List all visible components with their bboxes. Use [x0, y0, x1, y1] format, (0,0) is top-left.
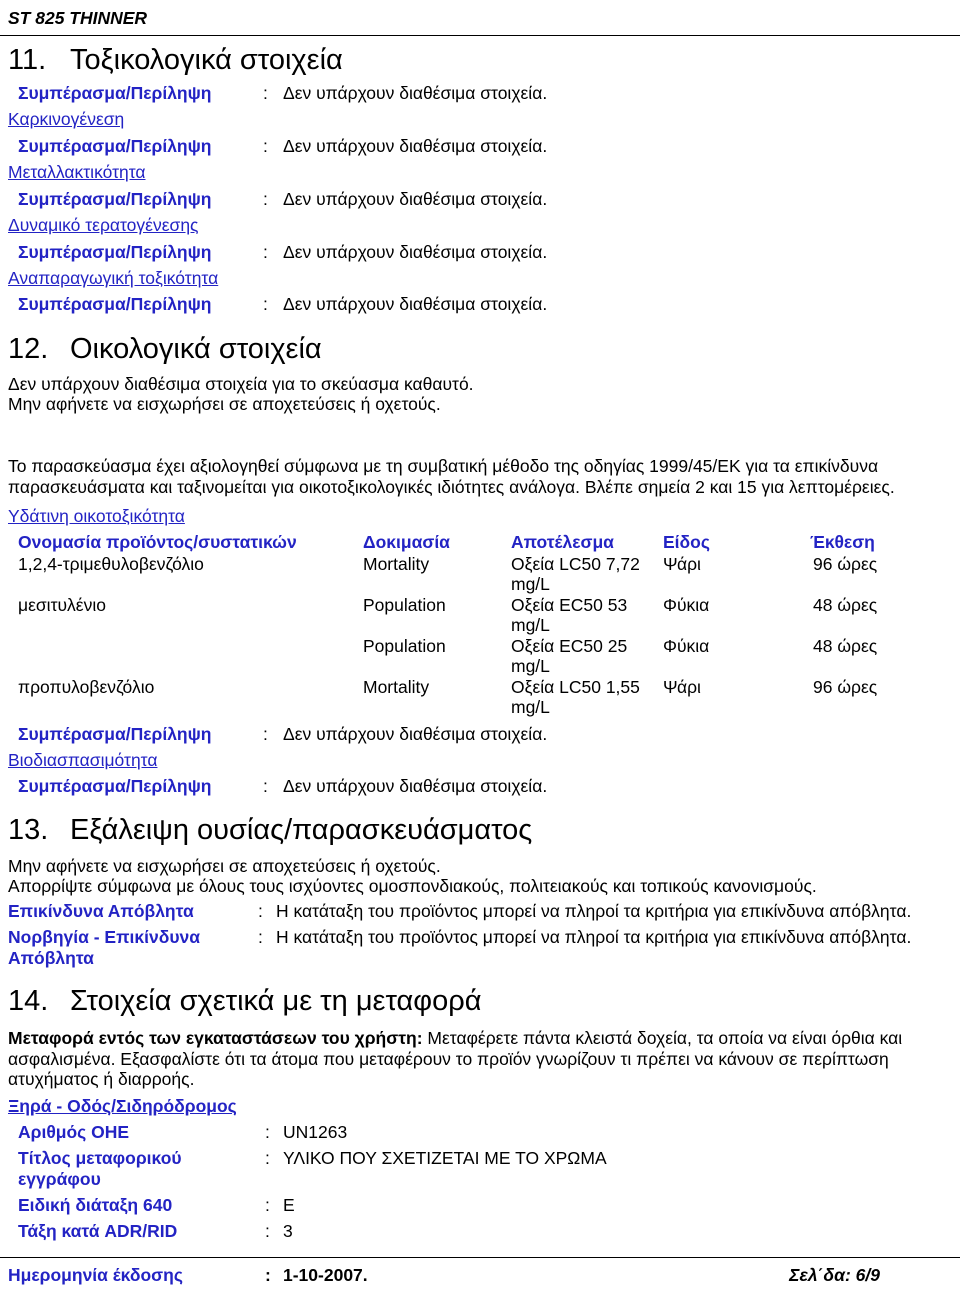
column-header-test: Δοκιμασία — [363, 532, 450, 552]
summary-label: Συμπέρασμα/Περίληψη — [18, 294, 212, 314]
separator: : — [265, 1265, 271, 1285]
norway-hazardous-waste-row — [0, 927, 960, 968]
summary-row — [0, 294, 960, 314]
summary-value: Δεν υπάρχουν διαθέσιμα στοιχεία. — [283, 136, 548, 156]
separator: : — [263, 83, 268, 103]
summary-label: Συμπέρασμα/Περίληψη — [18, 776, 212, 796]
shipping-name-value: ΥΛΙΚΟ ΠΟΥ ΣΧΕΤΙΖΕΤΑΙ ΜΕ ΤΟ ΧΡΩΜΑ — [283, 1148, 607, 1168]
summary-value: Δεν υπάρχουν διαθέσιμα στοιχεία. — [283, 776, 548, 796]
cell-result: Οξεία EC50 53 mg/L — [511, 595, 628, 635]
paragraph-line: Απορρίψτε σύμφωνα με όλους τους ισχύοντες ομοσπονδιακούς, πολιτειακούς και τοπικούς κανονισμούς. — [8, 876, 817, 896]
footer — [0, 1265, 960, 1285]
separator: : — [265, 1221, 270, 1241]
summary-value: Δεν υπάρχουν διαθέσιμα στοιχεία. — [283, 83, 548, 103]
separator: : — [263, 189, 268, 209]
separator: : — [265, 1195, 270, 1215]
subsection-reproductive-toxicity: Αναπαραγωγική τοξικότητα — [8, 268, 219, 288]
subsection-road-rail: Ξηρά - Οδός/Σιδηρόδρομος — [8, 1096, 237, 1116]
section-number: 14. — [8, 985, 49, 1017]
summary-label: Συμπέρασμα/Περίληψη — [18, 83, 212, 103]
transport-field-row — [0, 1221, 960, 1241]
paragraph-line: Μην αφήνετε να εισχωρήσει σε αποχετεύσεις ή οχετούς. — [8, 856, 441, 876]
adr-class-value: 3 — [283, 1221, 293, 1241]
cell-test: Mortality — [363, 677, 430, 697]
page-number: Σελ΄δα: 6/9 — [789, 1265, 880, 1285]
onsite-transport-text: Μεταφέρετε πάντα κλειστά δοχεία, τα οποία να είναι όρθια και ασφαλισμένα. Εξασφαλίστε ότι τα άτομα που μεταφέρουν το προϊόν γνωρίζουν τι πρέπει να κάνουν σε περίπτωση ατυχήματος ή διαρροής. — [8, 1028, 903, 1089]
hazardous-waste-label: Επικίνδυνα Απόβλητα — [8, 901, 194, 921]
separator: : — [263, 724, 268, 744]
cell-product-name: 1,2,4-τριμεθυλοβενζόλιο — [18, 554, 204, 574]
shipping-name-label: Τίτλος μεταφορικού εγγράφου — [18, 1148, 182, 1189]
cell-test: Population — [363, 636, 446, 656]
section-11-heading — [0, 43, 960, 77]
un-number-label: Αριθμός ΟΗΕ — [18, 1122, 130, 1142]
summary-label: Συμπέρασμα/Περίληψη — [18, 189, 212, 209]
norway-hazardous-waste-label: Νορβηγία - Επικίνδυνα Απόβλητα — [8, 927, 201, 968]
section-number: 12. — [8, 333, 49, 365]
issue-date-value: 1-10-2007. — [283, 1265, 368, 1285]
summary-row — [0, 724, 960, 744]
table-row — [0, 554, 960, 594]
section-title: Στοιχεία σχετικά με τη μεταφορά — [70, 985, 482, 1017]
adr-class-label: Τάξη κατά ADR/RID — [18, 1221, 178, 1241]
cell-exposure: 48 ώρες — [813, 636, 878, 656]
subsection-biodegradability: Βιοδιασπασιμότητα — [8, 750, 158, 770]
subsection-carcinogenicity: Καρκινογένεση — [8, 109, 125, 129]
summary-value: Δεν υπάρχουν διαθέσιμα στοιχεία. — [283, 294, 548, 314]
un-number-value: UN1263 — [283, 1122, 348, 1142]
cell-exposure: 48 ώρες — [813, 595, 878, 615]
paragraph-line: παρασκευάσματα και ταξινομείται για οικοτοξικολογικές ιδιότητες ανάλογα. Βλέπε σημεία 2 και 15 για λεπτομέρειες. — [8, 477, 895, 497]
summary-label: Συμπέρασμα/Περίληψη — [18, 136, 212, 156]
column-header-product-name: Ονομασία προϊόντος/συστατικών — [18, 532, 297, 552]
table-row — [0, 636, 960, 676]
onsite-transport-label: Μεταφορά εντός των εγκαταστάσεων του χρήστη: — [8, 1028, 423, 1048]
column-header-exposure: Έκθεση — [810, 532, 875, 552]
summary-row — [0, 242, 960, 262]
separator: : — [265, 1122, 270, 1142]
hazardous-waste-row — [0, 901, 960, 921]
summary-row — [0, 136, 960, 156]
section-title: Τοξικολογικά στοιχεία — [70, 44, 343, 76]
cell-species: Ψάρι — [663, 554, 701, 574]
table-row — [0, 677, 960, 717]
hazardous-waste-value: Η κατάταξη του προϊόντος μπορεί να πληροί τα κριτήρια για επικίνδυνα απόβλητα. — [276, 901, 912, 921]
section-title: Οικολογικά στοιχεία — [70, 333, 322, 365]
transport-field-row — [0, 1195, 960, 1215]
special-provision-value: E — [283, 1195, 295, 1215]
summary-label: Συμπέρασμα/Περίληψη — [18, 724, 212, 744]
separator: : — [258, 927, 263, 947]
header-divider — [0, 35, 960, 36]
column-header-result: Αποτέλεσμα — [511, 532, 614, 552]
subsection-teratogenicity: Δυναμικό τερατογένεσης — [8, 215, 199, 235]
section-title: Εξάλειψη ουσίας/παρασκευάσματος — [70, 814, 533, 846]
summary-label: Συμπέρασμα/Περίληψη — [18, 242, 212, 262]
section-number: 11. — [8, 44, 47, 76]
separator: : — [263, 136, 268, 156]
section-14-heading — [0, 984, 960, 1018]
cell-result: Οξεία LC50 1,55 mg/L — [511, 677, 640, 717]
transport-field-row — [0, 1148, 960, 1189]
summary-row — [0, 189, 960, 209]
section-number: 13. — [8, 814, 49, 846]
transport-field-row — [0, 1122, 960, 1142]
subsection-aquatic-ecotoxicity: Υδάτινη οικοτοξικότητα — [8, 506, 185, 526]
cell-exposure: 96 ώρες — [813, 554, 878, 574]
norway-hazardous-waste-value: Η κατάταξη του προϊόντος μπορεί να πληροί τα κριτήρια για επικίνδυνα απόβλητα. — [276, 927, 912, 947]
section-13-heading — [0, 813, 960, 847]
separator: : — [258, 901, 263, 921]
separator: : — [263, 242, 268, 262]
cell-test: Mortality — [363, 554, 430, 574]
table-row — [0, 595, 960, 635]
paragraph-line: Το παρασκεύασμα έχει αξιολογηθεί σύμφωνα με τη συμβατική μέθοδο της οδηγίας 1999/45/ΕΚ για τα επικίνδυνα — [8, 456, 879, 476]
section-12-heading — [0, 332, 960, 366]
subsection-mutagenicity: Μεταλλακτικότητα — [8, 162, 146, 182]
cell-species: Φύκια — [663, 636, 710, 656]
summary-value: Δεν υπάρχουν διαθέσιμα στοιχεία. — [283, 242, 548, 262]
separator: : — [265, 1148, 270, 1168]
paragraph-line: Μην αφήνετε να εισχωρήσει σε αποχετεύσεις ή οχετούς. — [8, 394, 441, 414]
summary-value: Δεν υπάρχουν διαθέσιμα στοιχεία. — [283, 724, 548, 744]
issue-date-label: Ημερομηνία έκδοσης — [8, 1265, 183, 1285]
paragraph-line: Δεν υπάρχουν διαθέσιμα στοιχεία για το σκεύασμα καθαυτό. — [8, 374, 474, 394]
column-header-species: Είδος — [663, 532, 710, 552]
footer-divider — [0, 1257, 960, 1258]
document-title: ST 825 THINNER — [8, 8, 148, 28]
table-header — [0, 532, 960, 552]
special-provision-label: Ειδική διάταξη 640 — [18, 1195, 173, 1215]
onsite-transport-paragraph — [8, 1028, 948, 1090]
separator: : — [263, 776, 268, 796]
summary-row — [0, 83, 960, 103]
separator: : — [263, 294, 268, 314]
cell-result: Οξεία LC50 7,72 mg/L — [511, 554, 640, 594]
cell-result: Οξεία EC50 25 mg/L — [511, 636, 628, 676]
cell-exposure: 96 ώρες — [813, 677, 878, 697]
summary-row — [0, 776, 960, 796]
cell-species: Ψάρι — [663, 677, 701, 697]
cell-species: Φύκια — [663, 595, 710, 615]
cell-product-name: προπυλοβενζόλιο — [18, 677, 155, 697]
cell-test: Population — [363, 595, 446, 615]
summary-value: Δεν υπάρχουν διαθέσιμα στοιχεία. — [283, 189, 548, 209]
cell-product-name: μεσιτυλένιο — [18, 595, 106, 615]
